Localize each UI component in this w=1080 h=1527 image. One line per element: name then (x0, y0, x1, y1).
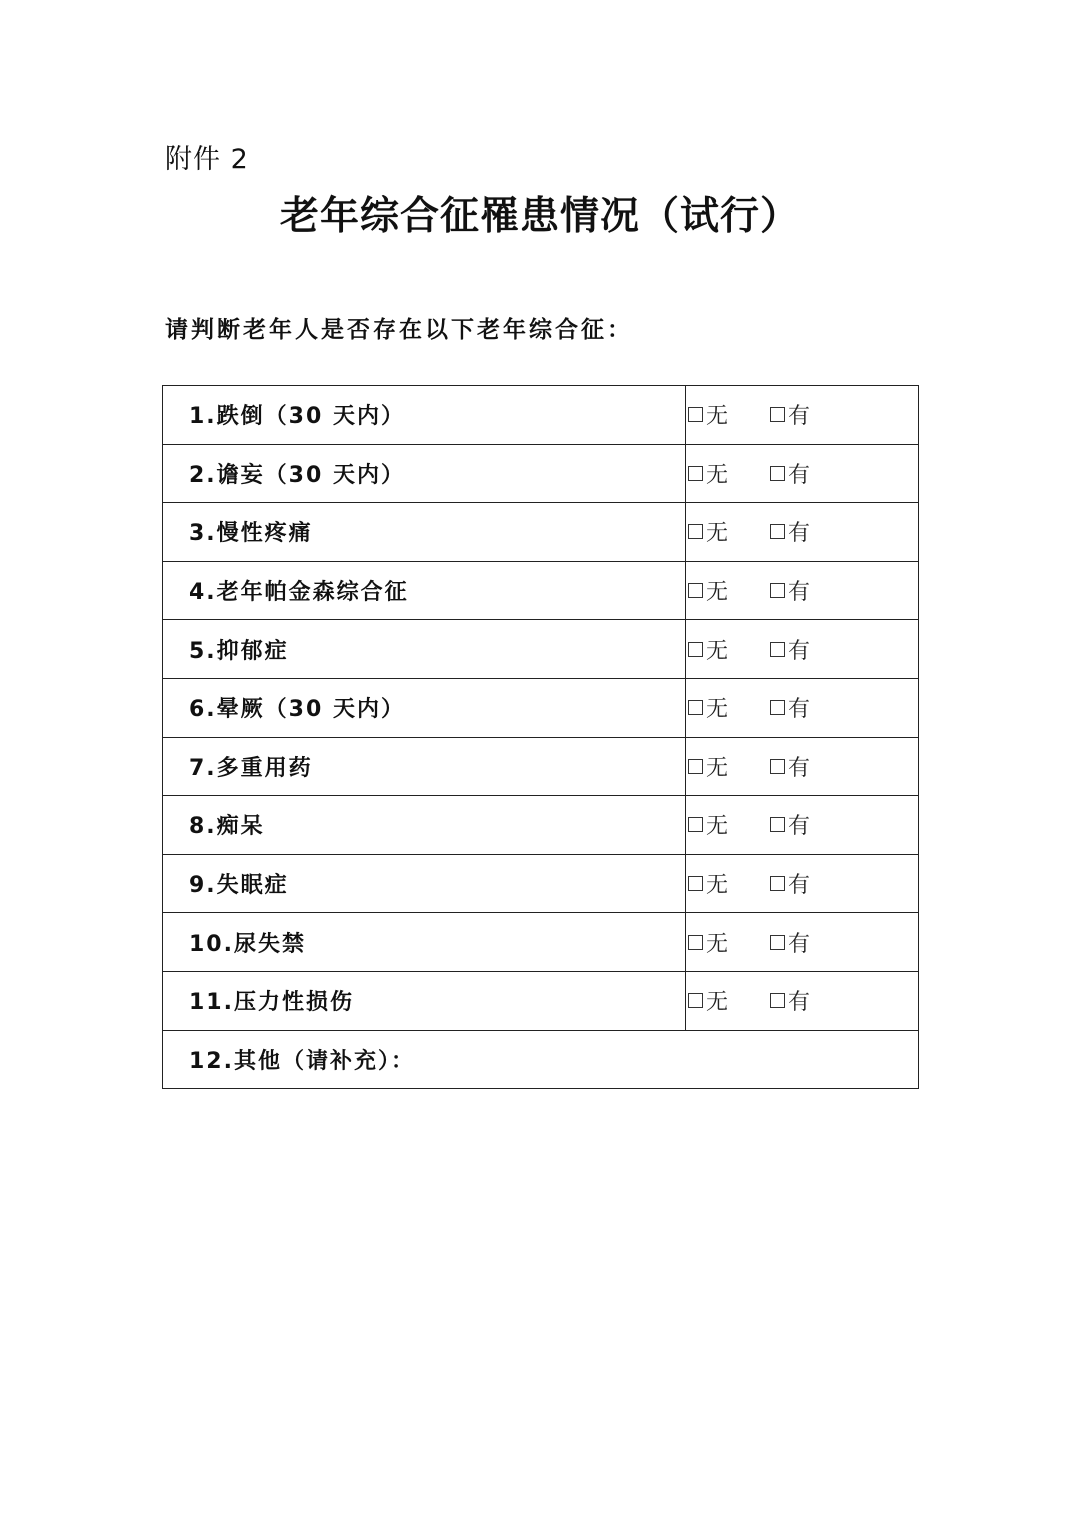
checklist-row (163, 503, 919, 562)
option-cell (686, 854, 919, 913)
checkbox-no[interactable] (688, 524, 703, 539)
checklist-row (163, 854, 919, 913)
checklist-row-other (163, 1030, 919, 1089)
checklist-row (163, 620, 919, 679)
option-no-label: 无 (706, 521, 729, 547)
syndrome-item-label: 4.老年帕金森综合征 (163, 561, 686, 620)
syndrome-item-label: 9.失眠症 (163, 854, 686, 913)
option-no[interactable] (688, 516, 728, 547)
checklist-row (163, 796, 919, 855)
option-yes[interactable] (770, 399, 810, 430)
option-no-label: 无 (706, 814, 729, 840)
option-cell (686, 737, 919, 796)
checkbox-no[interactable] (688, 876, 703, 891)
option-cell (686, 620, 919, 679)
checklist-row (163, 971, 919, 1030)
instruction-text: 请判断老年人是否存在以下老年综合征： (165, 317, 633, 343)
checkbox-no[interactable] (688, 817, 703, 832)
option-cell (686, 444, 919, 503)
attachment-label: 附件 2 (165, 144, 249, 175)
option-no[interactable] (688, 868, 728, 899)
option-yes-label: 有 (788, 580, 811, 606)
option-no[interactable] (688, 751, 728, 782)
checkbox-yes[interactable] (770, 407, 785, 422)
option-yes-label: 有 (788, 814, 811, 840)
syndrome-item-label: 3.慢性疼痛 (163, 503, 686, 562)
option-cell (686, 971, 919, 1030)
option-no[interactable] (688, 634, 728, 665)
checkbox-yes[interactable] (770, 583, 785, 598)
other-item-field[interactable]: 12.其他（请补充）： (163, 1030, 919, 1089)
option-no[interactable] (688, 692, 728, 723)
option-no-label: 无 (706, 462, 729, 488)
option-no[interactable] (688, 399, 728, 430)
checkbox-yes[interactable] (770, 642, 785, 657)
option-yes[interactable] (770, 634, 810, 665)
option-yes[interactable] (770, 868, 810, 899)
option-yes[interactable] (770, 985, 810, 1016)
option-no[interactable] (688, 575, 728, 606)
checklist-row (163, 913, 919, 972)
checkbox-no[interactable] (688, 759, 703, 774)
option-cell (686, 913, 919, 972)
option-yes-label: 有 (788, 638, 811, 664)
document-title: 老年综合征罹患情况（试行） (279, 193, 800, 239)
checkbox-no[interactable] (688, 935, 703, 950)
option-no[interactable] (688, 809, 728, 840)
option-yes-label: 有 (788, 462, 811, 488)
option-yes-label: 有 (788, 990, 811, 1016)
checkbox-yes[interactable] (770, 876, 785, 891)
option-no-label: 无 (706, 580, 729, 606)
syndrome-item-label: 11.压力性损伤 (163, 971, 686, 1030)
checkbox-yes[interactable] (770, 935, 785, 950)
option-yes-label: 有 (788, 755, 811, 781)
option-no[interactable] (688, 927, 728, 958)
syndrome-item-label: 8.痴呆 (163, 796, 686, 855)
checklist-body (163, 386, 919, 1089)
option-yes[interactable] (770, 575, 810, 606)
option-no[interactable] (688, 985, 728, 1016)
option-yes-label: 有 (788, 697, 811, 723)
option-no[interactable] (688, 458, 728, 489)
syndrome-item-label: 1.跌倒（30 天内） (163, 386, 686, 445)
syndrome-item-label: 5.抑郁症 (163, 620, 686, 679)
option-no-label: 无 (706, 404, 729, 430)
option-yes[interactable] (770, 751, 810, 782)
checkbox-yes[interactable] (770, 759, 785, 774)
option-cell (686, 678, 919, 737)
option-cell (686, 796, 919, 855)
option-yes-label: 有 (788, 404, 811, 430)
checkbox-yes[interactable] (770, 700, 785, 715)
option-no-label: 无 (706, 873, 729, 899)
checklist-row (163, 386, 919, 445)
checkbox-yes[interactable] (770, 817, 785, 832)
syndrome-item-label: 10.尿失禁 (163, 913, 686, 972)
option-yes[interactable] (770, 927, 810, 958)
syndrome-item-label: 2.谵妄（30 天内） (163, 444, 686, 503)
syndrome-item-label: 6.晕厥（30 天内） (163, 678, 686, 737)
option-no-label: 无 (706, 755, 729, 781)
option-yes-label: 有 (788, 931, 811, 957)
checklist-row (163, 444, 919, 503)
option-no-label: 无 (706, 638, 729, 664)
checklist-row (163, 737, 919, 796)
option-yes[interactable] (770, 458, 810, 489)
checkbox-no[interactable] (688, 407, 703, 422)
option-yes[interactable] (770, 516, 810, 547)
checklist-row (163, 561, 919, 620)
checkbox-no[interactable] (688, 583, 703, 598)
option-cell (686, 503, 919, 562)
option-no-label: 无 (706, 931, 729, 957)
option-no-label: 无 (706, 990, 729, 1016)
checkbox-no[interactable] (688, 700, 703, 715)
option-yes[interactable] (770, 809, 810, 840)
option-yes-label: 有 (788, 521, 811, 547)
syndrome-item-label: 7.多重用药 (163, 737, 686, 796)
checkbox-no[interactable] (688, 642, 703, 657)
option-yes-label: 有 (788, 873, 811, 899)
option-cell (686, 386, 919, 445)
option-no-label: 无 (706, 697, 729, 723)
option-yes[interactable] (770, 692, 810, 723)
checkbox-no[interactable] (688, 993, 703, 1008)
checkbox-no[interactable] (688, 466, 703, 481)
checkbox-yes[interactable] (770, 466, 785, 481)
checklist-row (163, 678, 919, 737)
checkbox-yes[interactable] (770, 524, 785, 539)
checkbox-yes[interactable] (770, 993, 785, 1008)
option-cell (686, 561, 919, 620)
syndrome-checklist-table (162, 385, 919, 1089)
